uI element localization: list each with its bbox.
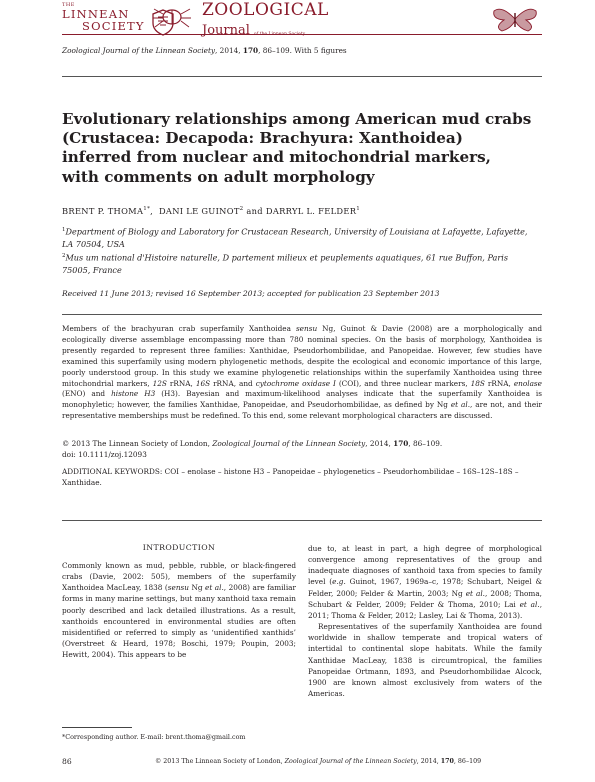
body-italic: et al. — [205, 583, 224, 593]
logo-linnean: LINNEAN — [62, 7, 130, 21]
abstract-text: rRNA, and — [210, 378, 256, 388]
abstract-text: (H3). Bayesian and maximum-likelihood analyses indicate that the superfamily Xanthoidea is monophyletic; however, the families Xanthidae, Panopeidae, and Pseudorhombilidae, as defined by Ng — [62, 389, 543, 410]
author-name: DARRYL L. FELDER — [265, 206, 357, 216]
author-list: BRENT P. $THOMA^{1*}$, DANI LE GUINOT$^2$ and DARRYL L. FELDER$^1$ — [62, 206, 361, 216]
citation-pages: , 86–109. With 5 figures — [258, 46, 347, 55]
logo-society: SOCIETY — [82, 19, 145, 33]
beetle-icon — [150, 4, 194, 30]
body-text: , 2008) are familiar forms in many marine settings, but many xanthoid taxa remain poorly described and lack detailed illustrations. As a result, xanthoids encountered in environmental studies are often misidentified or referred to simply as ‘unidentified xanthids’ (Overstreet & Heard, 1978; Boschi, 1979; Poupin, 2003; Hewitt, 2004). This appears to be — [62, 583, 296, 660]
body-text: Commonly known as mud, pebble, rubble, or black-fingered crabs (Davie, 2002: 505), members of the superfamily Xanthoidea MacLeay, 1838 ( — [62, 561, 296, 593]
footer-volume: 170 — [440, 758, 454, 765]
divider — [62, 314, 542, 315]
author-affil-sup: 1 — [143, 206, 148, 213]
abstract-italic: sensu — [295, 324, 318, 333]
body-text: Guinot, 1967, 1969a–c, 1978; Schubart, Neigel & Felder, 2000; Felder & Martin, 2003; Ng — [308, 577, 543, 598]
received-dates: Received 11 June 2013; revised 16 September 2013; accepted for publication 23 September 2013 — [62, 289, 440, 298]
abstract-text: (ENO) and — [62, 389, 112, 399]
intro-right-column — [308, 543, 542, 699]
copyright-journal: Zoological Journal of the Linnean Society — [212, 439, 366, 448]
body-italic: e.g. — [332, 577, 346, 587]
doi-link[interactable]: doi: 10.1111/zoj.12093 — [62, 449, 147, 459]
keywords — [62, 467, 542, 489]
affiliation — [62, 224, 532, 250]
body-text: , 2008; Thoma, Schubart & Felder, 2009; Felder & Thoma, 2010; Lai — [308, 588, 543, 609]
intro-left-column — [62, 560, 296, 660]
body-text: due to, at least in part, a high degree of morphological convergence among representatives of the group and inadequate diagnoses of xanthoid taxa from species to family level ( — [308, 544, 542, 587]
citation-year: , 2014, — [215, 46, 241, 55]
abstract-italic: et al. — [450, 400, 471, 410]
copyright-text: © 2013 The Linnean Society of London, — [62, 439, 213, 448]
affiliation-sup: 1 — [62, 227, 66, 233]
abstract-italic: enolase — [513, 378, 542, 388]
corresponding-author-footnote: *Corresponding author. E-mail: brent.thoma@gmail.com — [62, 733, 246, 741]
zoological-journal-logo — [202, 0, 329, 38]
author-affil-sup: 2 — [239, 206, 244, 213]
journal-citation — [62, 46, 347, 55]
copyright-text: , 2014, — [365, 439, 394, 448]
abstract-italic: 12S — [152, 378, 167, 388]
abstract-text: rRNA, — [484, 378, 514, 388]
copyright-volume: 170 — [393, 439, 409, 448]
corresponding-mark: * — [147, 206, 151, 213]
logo-the: THE — [62, 2, 75, 8]
abstract-italic: cytochrome oxidase I — [255, 378, 336, 388]
abstract-text: Members of the brachyuran crab superfamily Xanthoidea — [62, 324, 296, 333]
author-affil-sup: 1 — [356, 206, 361, 213]
copyright-notice — [62, 439, 542, 461]
logo-of-linnean: of the Linnean Society — [253, 32, 306, 37]
logo-zoological: ZOOLOGICAL — [202, 0, 329, 20]
divider — [62, 76, 542, 77]
body-paragraph: Representatives of the superfamily Xanthoidea are found worldwide in shallow temperate and tropical waters of intertidal to continental slope habitats. While the family Xanthidae MacLeay, 1838 is circumtropical, the families Panopeidae Ortmann, 1893, and Pseudorhombilidae Alcock, 1900 are known almost exclusively from waters of the Americas. — [308, 622, 542, 699]
footer-text: © 2013 The Linnean Society of London, — [155, 758, 285, 765]
abstract-text: Ng, Guinot & Davie (2008) are a morphologically and ecologically diverse assemblage encompassing more than 780 nominal species. On the basis of morphology, Xanthoidea is presently regarded to represent three families: Xanthidae, Pseudorhombilidae, and Panopeidae. However, few studies have examined this superfamily using modern phylogenetic methods, despite the ecological and economic importance of this large, poorly understood group. In this study we examine phylogenetic relationships within the superfamily Xanthoidea using three mitochondrial markers, — [62, 324, 543, 388]
keywords-text: COI – enolase – histone H3 – Panopeidae – phylogenetics – Pseudorhombilidae – 16S–12S–18S – Xanthidae. — [62, 467, 519, 487]
abstract-italic: histone H3 — [111, 389, 156, 399]
footer-journal: Zoological Journal of the Linnean Society — [284, 758, 417, 765]
affiliation-text: Department of Biology and Laboratory for Crustacean Research, University of Louisiana at Lafayette, Lafayette, LA 70504, USA — [62, 226, 528, 249]
author-name: DANI LE GUINOT — [158, 206, 240, 216]
logo-journal: Journal — [202, 23, 250, 38]
body-paragraph — [308, 543, 542, 621]
abstract-italic: 16S — [195, 378, 211, 388]
footer-text: , 2014, — [416, 758, 441, 765]
footer-text: , 86–109 — [453, 758, 482, 765]
affiliation-text: Mus um national d'Histoire naturelle, D partement milieux et peuplements aquatiques, 61 rue Buffon, Paris 75005, France — [62, 252, 508, 275]
citation-volume: 170 — [242, 46, 259, 55]
affiliation — [62, 250, 532, 276]
body-italic: et al. — [465, 588, 485, 598]
abstract-text: (COI), and three nuclear markers, — [335, 378, 471, 388]
header-rule — [62, 34, 542, 35]
body-text: , 2011; Thoma & Felder, 2012; Lasley, Lai & Thoma, 2013). — [308, 599, 543, 620]
section-heading: INTRODUCTION — [142, 543, 216, 552]
abstract-text: , are not, and their representative memberships must be redefined. To this end, some relevant morphological characters are discussed. — [62, 400, 542, 421]
footnote-rule — [62, 727, 132, 728]
butterfly-icon — [490, 5, 540, 33]
paper-title: Evolutionary relationships among American mud crabs (Crustacea: Decapoda: Brachyura: Xanthoidea) inferred from nuclear and mitochondrial markers, with comments on adult morphology — [62, 110, 532, 186]
abstract-text: rRNA, — [166, 378, 196, 388]
body-italic: sensu — [167, 583, 189, 593]
affiliation-sup: 2 — [62, 253, 66, 259]
author-name: BRENT P. THOMA — [62, 206, 144, 216]
citation-journal: Zoological Journal of the Linnean Society — [62, 46, 216, 55]
abstract-italic: 18S — [470, 378, 485, 388]
page-number: 86 — [62, 757, 72, 766]
footer-citation — [155, 758, 481, 765]
body-text: Ng — [188, 583, 206, 593]
body-italic: et al. — [519, 599, 540, 609]
copyright-text: , 86–109. — [408, 439, 443, 448]
author-and: and — [246, 206, 263, 216]
abstract — [62, 324, 542, 422]
keywords-label: ADDITIONAL KEYWORDS: — [62, 467, 163, 476]
divider — [62, 520, 542, 521]
